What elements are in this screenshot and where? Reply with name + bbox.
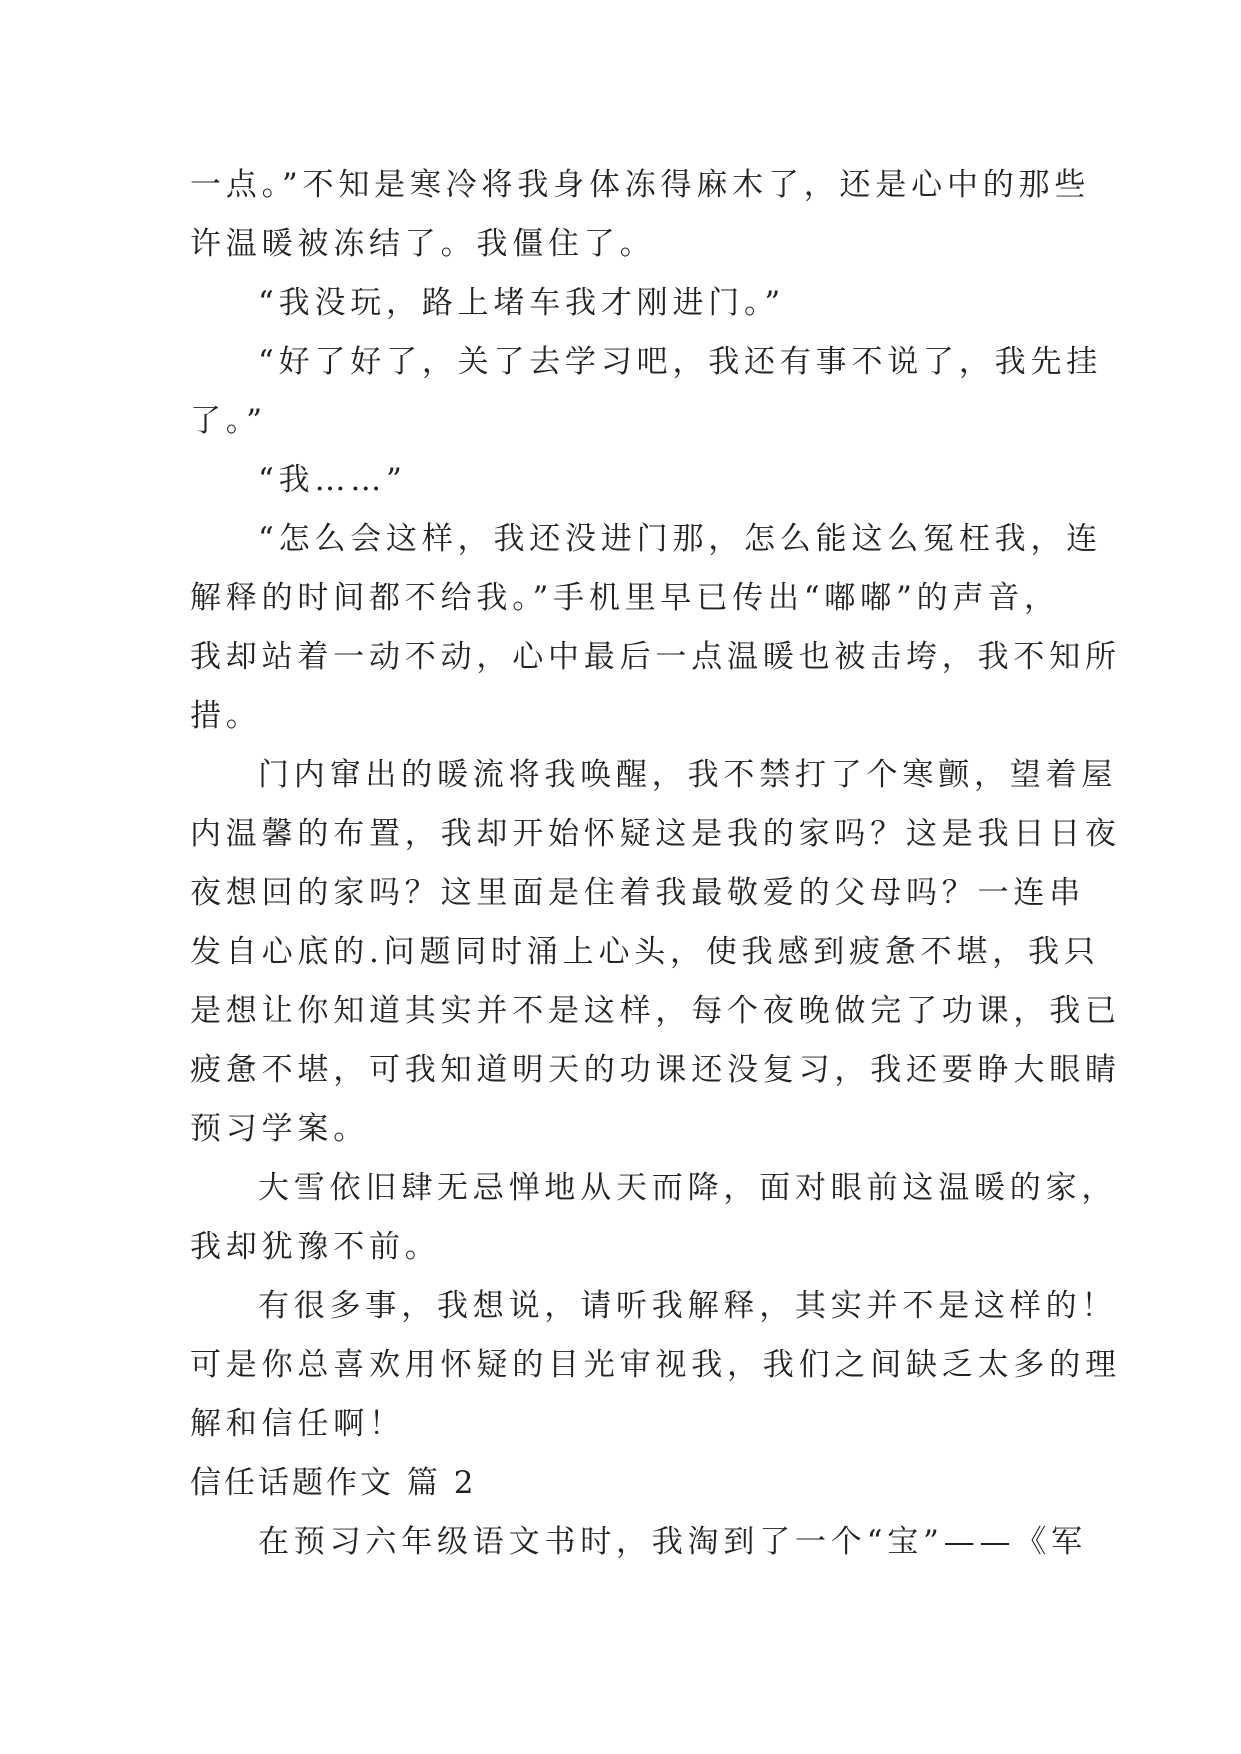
text-line: 一点。”不知是寒冷将我身体冻得麻木了，还是心中的那些 — [190, 167, 1091, 203]
text-line: “我……” — [258, 462, 407, 498]
text-line: 了。” — [190, 403, 267, 439]
text-line: 措。 — [190, 698, 262, 734]
text-line: 预习学案。 — [190, 1111, 369, 1147]
text-line: 发自心底的.问题同时涌上心头，使我感到疲惫不堪，我只 — [190, 934, 1100, 970]
text-line: 内温馨的布置，我却开始怀疑这是我的家吗？这是我日日夜 — [190, 816, 1121, 852]
text-line: 是想让你知道其实并不是这样，每个夜晚做完了功课，我已 — [190, 993, 1121, 1029]
text-line: 可是你总喜欢用怀疑的目光审视我，我们之间缺乏太多的理 — [190, 1347, 1121, 1383]
text-line: 疲惫不堪，可我知道明天的功课还没复习，我还要睁大眼睛 — [190, 1052, 1121, 1088]
text-line: 夜想回的家吗？这里面是住着我最敬爱的父母吗？一连串 — [190, 875, 1085, 911]
text-line: 解释的时间都不给我。”手机里早已传出“嘟嘟”的声音， — [190, 580, 1060, 616]
essay-body — [190, 156, 1121, 1572]
text-line: 大雪依旧肆无忌惮地从天而降，面对眼前这温暖的家， — [258, 1170, 1118, 1206]
text-line: “我没玩，路上堵车我才刚进门。” — [258, 285, 785, 321]
text-line: “怎么会这样，我还没进门那，怎么能这么冤枉我，连 — [258, 521, 1103, 557]
text-line: 我却站着一动不动，心中最后一点温暖也被击垮，我不知所 — [190, 639, 1121, 675]
text-line: 门内窜出的暖流将我唤醒，我不禁打了个寒颤，望着屋 — [258, 757, 1118, 793]
section-heading: 信任话题作文 篇 2 — [190, 1465, 477, 1501]
text-line: 在预习六年级语文书时，我淘到了一个“宝”——《军 — [258, 1524, 1087, 1560]
text-line: “好了好了，关了去学习吧，我还有事不说了，我先挂 — [258, 344, 1103, 380]
text-line: 有很多事，我想说，请听我解释，其实并不是这样的！ — [258, 1288, 1118, 1324]
text-line: 解和信任啊！ — [190, 1406, 405, 1442]
text-line: 许温暖被冻结了。我僵住了。 — [190, 226, 656, 262]
text-line: 我却犹豫不前。 — [190, 1229, 441, 1265]
